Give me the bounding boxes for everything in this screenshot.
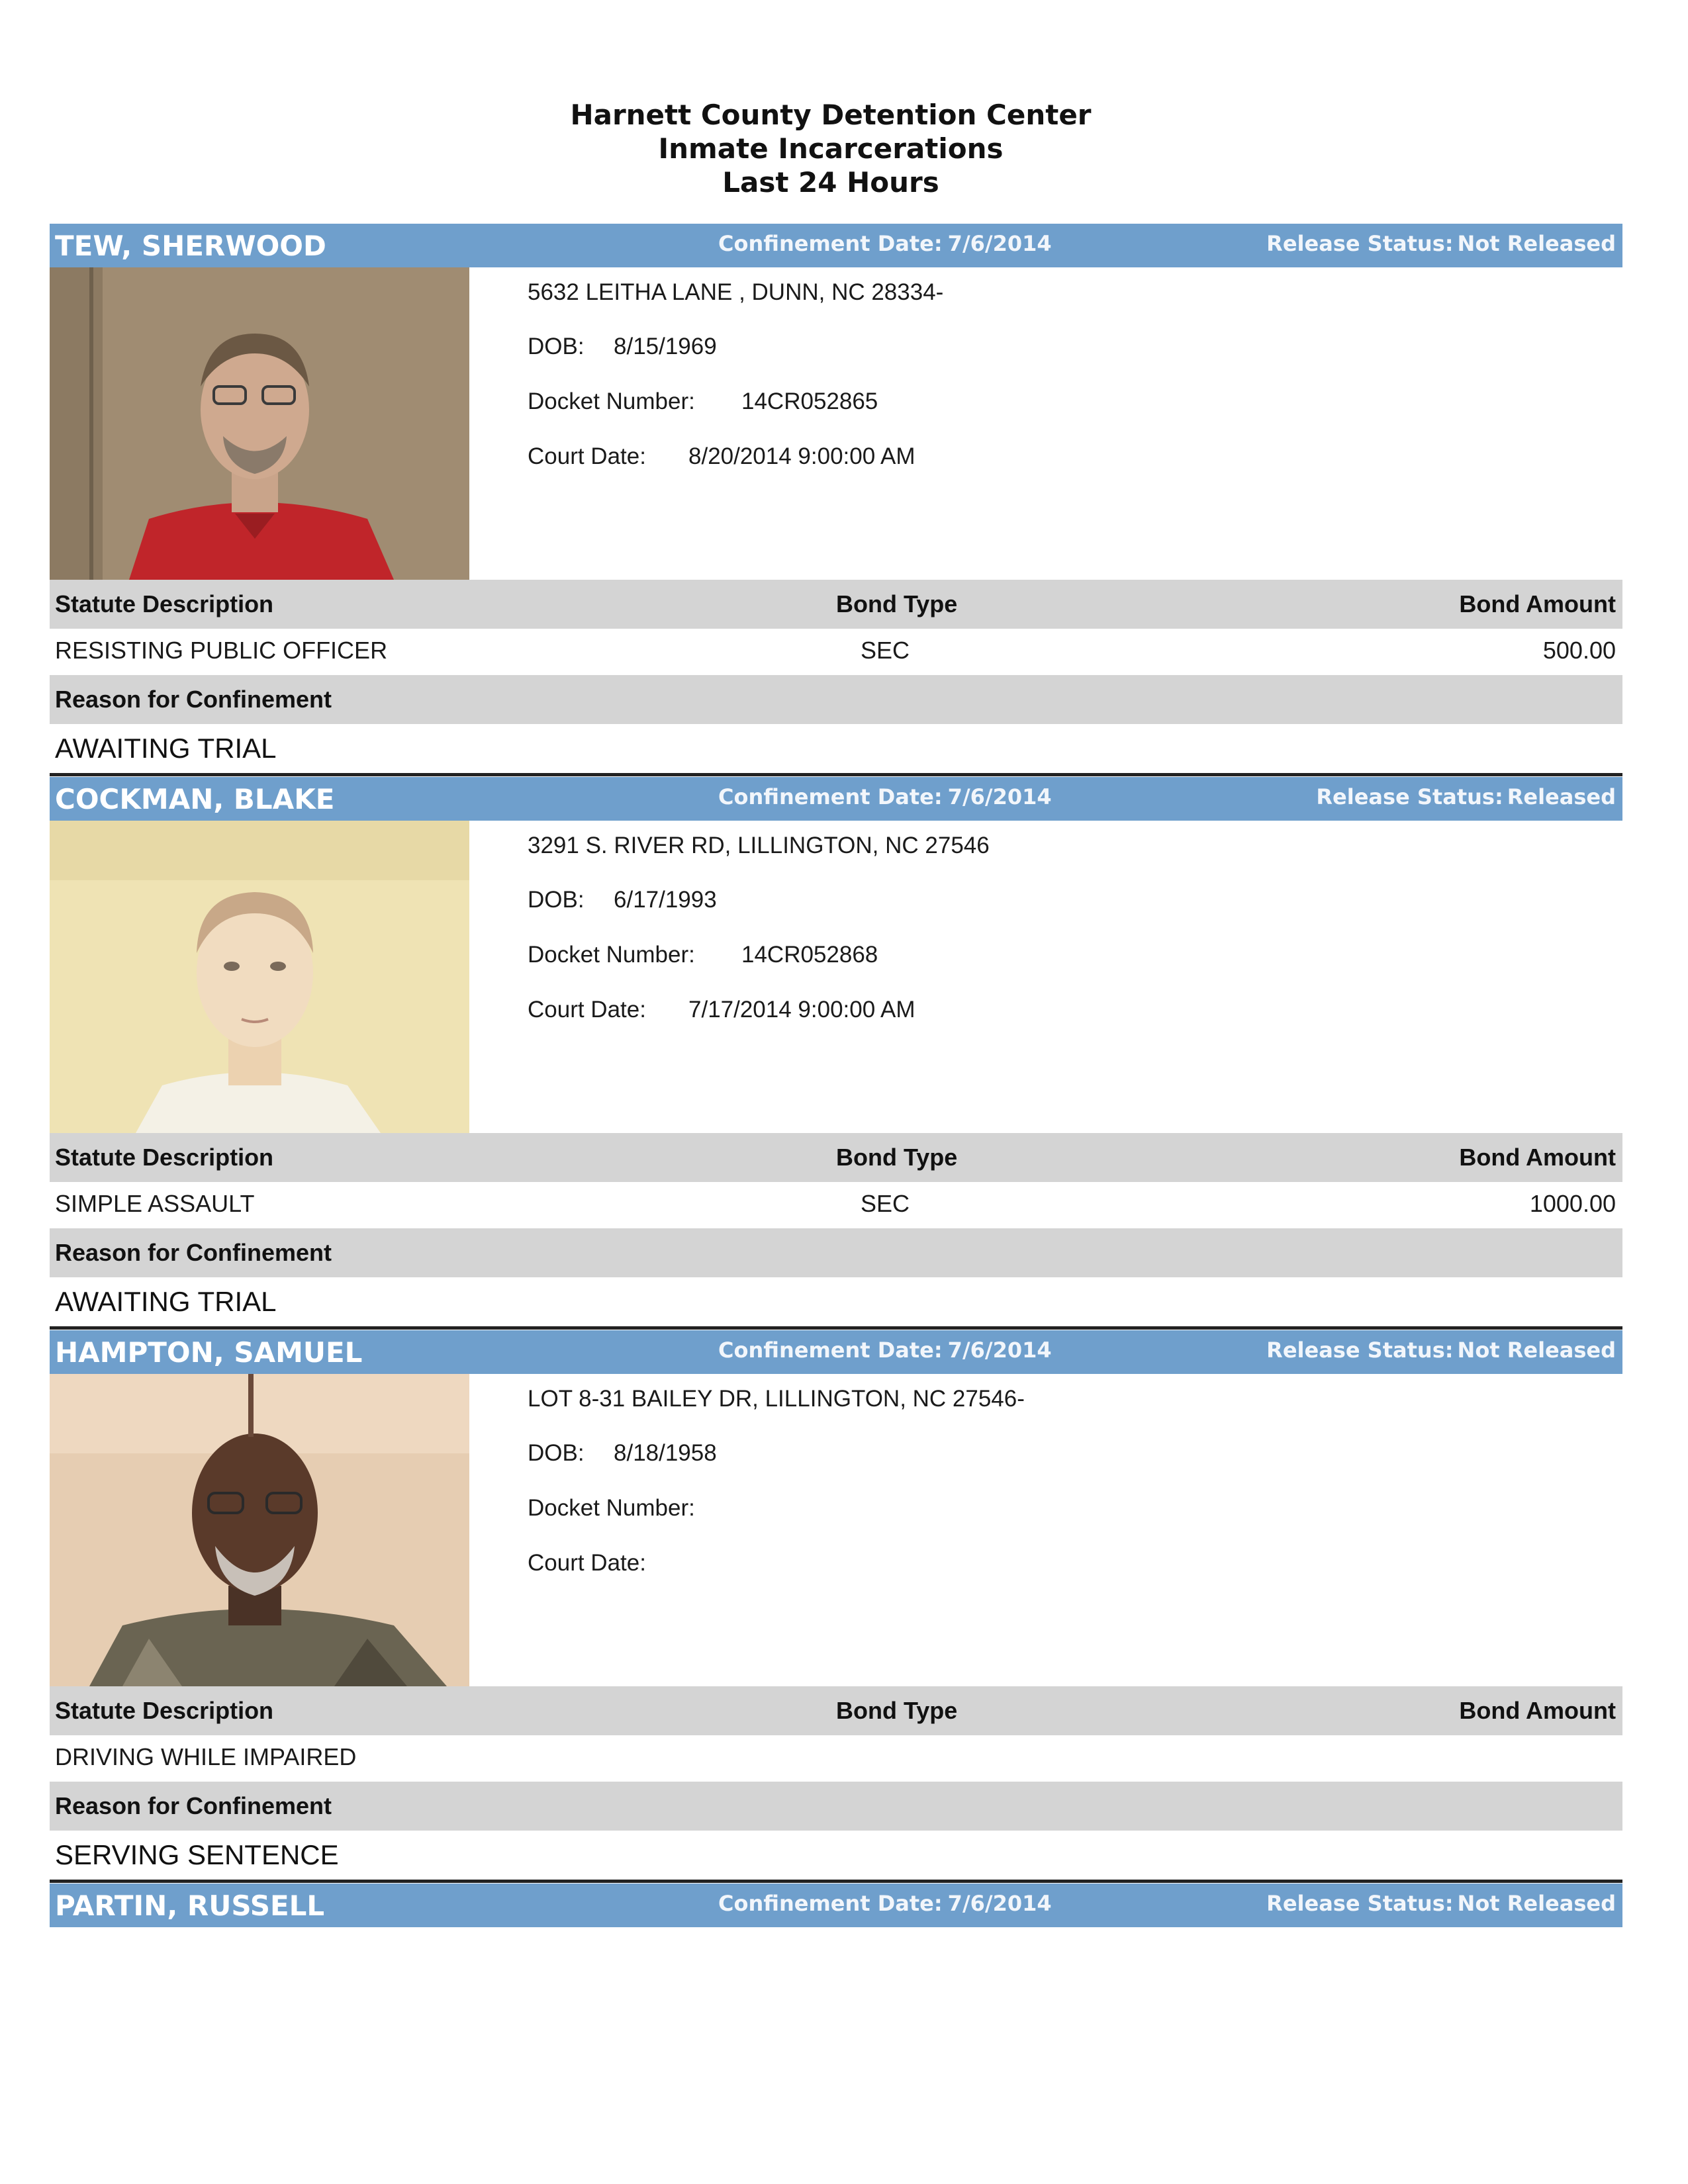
court-date-value: 8/20/2014 9:00:00 AM (688, 443, 915, 469)
inmate-name: TEW, SHERWOOD (55, 230, 326, 262)
mugshot-photo (50, 1374, 469, 1686)
release-status: Release Status: Not Released (1266, 231, 1616, 256)
confinement-date: Confinement Date: 7/6/2014 (718, 1891, 1052, 1916)
bond-amount: 1000.00 (1529, 1190, 1616, 1217)
reason-value: AWAITING TRIAL (55, 1286, 277, 1317)
release-status: Release Status: Not Released (1266, 1338, 1616, 1363)
statute-header: Statute Description Bond Type Bond Amount (50, 580, 1622, 629)
confinement-date: Confinement Date: 7/6/2014 (718, 231, 1052, 256)
docket-row: Docket Number: 14CR052865 (528, 388, 878, 414)
bond-amount: 500.00 (1542, 637, 1616, 664)
report-title (0, 98, 1662, 199)
statute-description: DRIVING WHILE IMPAIRED (55, 1743, 357, 1770)
statute-header: Statute Description Bond Type Bond Amount (50, 1686, 1622, 1735)
court-date-value: 7/17/2014 9:00:00 AM (688, 997, 915, 1023)
mugshot-photo (50, 821, 469, 1133)
record-header-bar (50, 777, 1622, 821)
record-header-bar (50, 1884, 1622, 1927)
bond-type: SEC (861, 637, 910, 664)
release-status: Release Status: Not Released (1266, 1891, 1616, 1916)
release-status: Release Status: Released (1316, 784, 1616, 809)
court-date-row: Court Date: 8/20/2014 9:00:00 AM (528, 443, 915, 469)
bond-type: SEC (861, 1190, 910, 1217)
dob-value: 6/17/1993 (614, 887, 717, 913)
statute-row (50, 626, 1622, 675)
dob-value: 8/15/1969 (614, 334, 717, 359)
inmate-name: COCKMAN, BLAKE (55, 783, 335, 815)
record-divider (50, 773, 1622, 776)
confinement-date: Confinement Date: 7/6/2014 (718, 1338, 1052, 1363)
inmate-name: HAMPTON, SAMUEL (55, 1336, 363, 1369)
inmate-address: LOT 8-31 BAILEY DR, LILLINGTON, NC 27546- (528, 1386, 1025, 1412)
docket-value: 14CR052865 (741, 388, 878, 414)
statute-description: SIMPLE ASSAULT (55, 1190, 255, 1217)
inmate-name: PARTIN, RUSSELL (55, 1889, 325, 1922)
reason-value: SERVING SENTENCE (55, 1839, 339, 1870)
confinement-date: Confinement Date: 7/6/2014 (718, 784, 1052, 809)
court-date-row: Court Date: 7/17/2014 9:00:00 AM (528, 997, 915, 1023)
reason-header: Reason for Confinement (50, 1228, 1622, 1277)
report-title-line-1: Harnett County Detention Center (570, 99, 1092, 131)
dob-row: DOB: 8/18/1958 (528, 1440, 717, 1466)
reason-value: AWAITING TRIAL (55, 733, 277, 764)
record-header-bar (50, 1330, 1622, 1374)
report-title-line-3: Last 24 Hours (722, 166, 939, 199)
record-divider (50, 1326, 1622, 1330)
dob-value: 8/18/1958 (614, 1440, 717, 1466)
dob-row: DOB: 6/17/1993 (528, 887, 717, 913)
court-date-row: Court Date: (528, 1550, 646, 1576)
inmate-address: 3291 S. RIVER RD, LILLINGTON, NC 27546 (528, 833, 990, 858)
docket-row: Docket Number: 14CR052868 (528, 942, 878, 968)
statute-description: RESISTING PUBLIC OFFICER (55, 637, 388, 664)
report-title-line-2: Inmate Incarcerations (658, 132, 1004, 165)
reason-header: Reason for Confinement (50, 675, 1622, 724)
docket-value: 14CR052868 (741, 942, 878, 968)
statute-header: Statute Description Bond Type Bond Amount (50, 1133, 1622, 1182)
statute-row (50, 1733, 1622, 1782)
reason-header: Reason for Confinement (50, 1782, 1622, 1831)
record-header-bar (50, 224, 1622, 267)
mugshot-photo (50, 267, 469, 580)
record-divider (50, 1880, 1622, 1883)
statute-row (50, 1179, 1622, 1228)
docket-row: Docket Number: (528, 1495, 695, 1521)
inmate-address: 5632 LEITHA LANE , DUNN, NC 28334- (528, 279, 944, 305)
dob-row: DOB: 8/15/1969 (528, 334, 717, 359)
